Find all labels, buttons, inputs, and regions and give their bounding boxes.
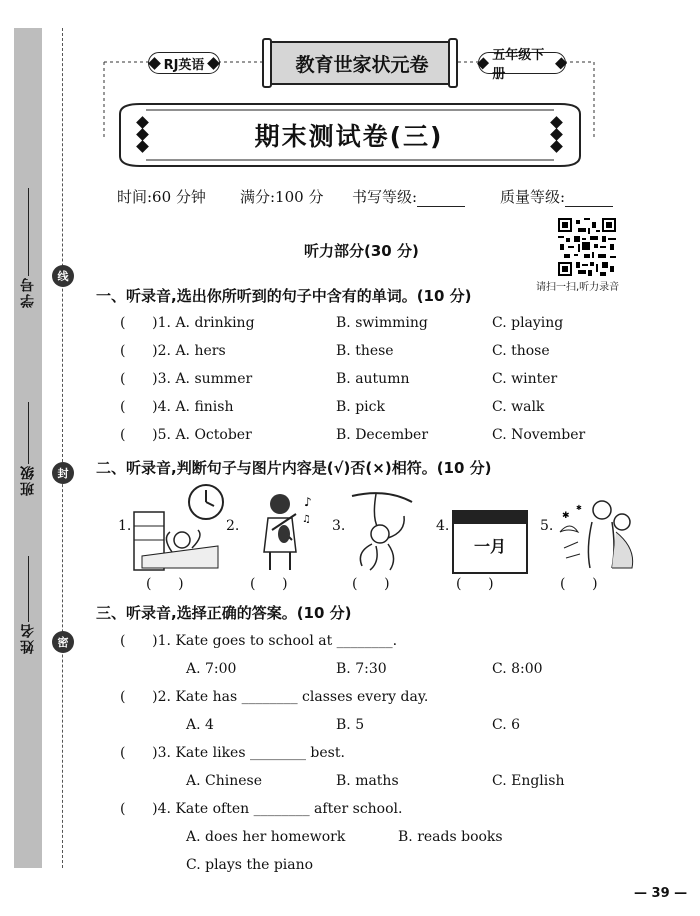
- option-c: C. English: [492, 773, 565, 789]
- picture-number: 2.: [226, 518, 240, 534]
- answer-blank[interactable]: (: [120, 633, 153, 649]
- svg-text:♪: ♪: [304, 495, 312, 509]
- name-rule: [28, 556, 29, 622]
- question-line: [120, 633, 397, 649]
- svg-text:♫: ♫: [302, 514, 311, 525]
- picture-number: 5.: [540, 518, 554, 534]
- girl-violin-picture: [240, 490, 320, 572]
- option-b: B. 7:30: [336, 661, 387, 677]
- boy-waking-clock-picture: [132, 482, 224, 572]
- option-b: B. reads books: [398, 829, 503, 845]
- answer-blank[interactable]: ( ): [146, 576, 184, 592]
- option-b: B. 5: [336, 717, 365, 733]
- exam-title: 期末测试卷(三): [254, 122, 444, 151]
- diamond-icon: [148, 57, 161, 70]
- subject-tag-label: RJ英语: [163, 57, 205, 73]
- seal-seal: 封: [52, 462, 74, 484]
- option-a: )2. A. hers: [152, 343, 226, 359]
- writing-grade-label: 书写等级:: [352, 188, 418, 206]
- seal-secret: 密: [52, 631, 74, 653]
- option-a: )1. A. drinking: [152, 315, 255, 331]
- answer-blank[interactable]: (: [120, 343, 153, 359]
- list-item: [120, 399, 234, 415]
- option-a: A. 7:00: [186, 661, 237, 677]
- full-score-info: 满分:100 分: [240, 188, 324, 206]
- answer-blank[interactable]: (: [120, 399, 153, 415]
- option-c: C. those: [492, 343, 550, 359]
- svg-text:✱: ✱: [576, 504, 582, 512]
- name-label: 姓名: [20, 622, 36, 654]
- list-item: [120, 343, 226, 359]
- question-line: [120, 689, 428, 705]
- class-field: [14, 402, 42, 496]
- brand-scroll-text: 教育世家状元卷: [270, 41, 454, 85]
- section3-title: 三、听录音,选择正确的答案。(10 分): [96, 604, 352, 622]
- brand-scroll: [262, 38, 458, 86]
- option-b: B. these: [336, 343, 394, 359]
- writing-grade-blank[interactable]: [417, 192, 465, 207]
- option-c: C. plays the piano: [186, 857, 314, 873]
- calendar-picture: [452, 510, 528, 574]
- svg-text:✱: ✱: [562, 511, 570, 521]
- quality-grade-label: 质量等级:: [500, 188, 566, 206]
- qr-caption: 请扫一扫,听力录音: [536, 282, 620, 293]
- class-rule: [28, 402, 29, 464]
- answer-blank[interactable]: (: [120, 801, 153, 817]
- answer-blank[interactable]: ( ): [456, 576, 494, 592]
- writing-grade: [352, 186, 465, 207]
- answer-blank[interactable]: ( ): [352, 576, 390, 592]
- grade-tag: [478, 48, 566, 82]
- subject-tag: [148, 52, 220, 74]
- list-item: [120, 371, 252, 387]
- option-c: C. walk: [492, 399, 545, 415]
- scroll-roll-right: [448, 38, 458, 88]
- diamond-icon: [208, 57, 221, 70]
- grade-tag-label: 五年级下册: [492, 48, 545, 82]
- question-text: )2. Kate has ________ classes every day.: [152, 689, 429, 705]
- option-c: C. 6: [492, 717, 521, 733]
- option-b: B. autumn: [336, 371, 410, 387]
- listening-heading: 听力部分(30 分): [304, 242, 419, 260]
- list-item: [120, 427, 252, 443]
- option-a: A. Chinese: [186, 773, 262, 789]
- student-id-label: 学号: [20, 276, 36, 308]
- answer-blank[interactable]: (: [120, 315, 153, 331]
- option-c: C. winter: [492, 371, 558, 387]
- page-number: — 39 —: [634, 886, 688, 901]
- option-c: C. November: [492, 427, 586, 443]
- qr-code-icon[interactable]: [558, 218, 616, 276]
- option-a: A. does her homework: [186, 829, 346, 845]
- option-c: C. 8:00: [492, 661, 543, 677]
- question-line: [120, 745, 345, 761]
- option-c: C. playing: [492, 315, 564, 331]
- option-b: B. swimming: [336, 315, 428, 331]
- family-walking-picture: [556, 498, 638, 570]
- answer-blank[interactable]: ( ): [560, 576, 598, 592]
- answer-blank[interactable]: (: [120, 689, 153, 705]
- option-b: B. maths: [336, 773, 399, 789]
- option-a: )3. A. summer: [152, 371, 253, 387]
- answer-blank[interactable]: (: [120, 427, 153, 443]
- picture-number: 4.: [436, 518, 450, 534]
- option-b: B. pick: [336, 399, 385, 415]
- answer-blank[interactable]: ( ): [250, 576, 288, 592]
- option-a: )4. A. finish: [152, 399, 234, 415]
- question-text: )4. Kate often ________ after school.: [152, 801, 403, 817]
- picture-number: 1.: [118, 518, 132, 534]
- option-a: A. 4: [186, 717, 214, 733]
- student-id-rule: [28, 188, 29, 276]
- option-b: B. December: [336, 427, 429, 443]
- monkey-swinging-picture: [346, 488, 416, 572]
- student-id-field: [14, 188, 42, 308]
- name-field: [14, 556, 42, 654]
- list-item: [120, 315, 255, 331]
- question-line: [120, 801, 402, 817]
- seal-line: 线: [52, 265, 74, 287]
- time-info: 时间:60 分钟: [117, 188, 206, 206]
- question-text: )3. Kate likes ________ best.: [152, 745, 345, 761]
- answer-blank[interactable]: (: [120, 371, 153, 387]
- section2-title: 二、听录音,判断句子与图片内容是(√)否(×)相符。(10 分): [96, 459, 492, 477]
- option-a: )5. A. October: [152, 427, 252, 443]
- exam-title-banner: [118, 104, 580, 166]
- calendar-header: [454, 512, 526, 524]
- class-label: 班级: [20, 464, 36, 496]
- diamond-icon: [555, 57, 567, 69]
- quality-grade-blank[interactable]: [565, 192, 613, 207]
- quality-grade: [500, 186, 613, 207]
- calendar-month: 一月: [473, 537, 506, 556]
- diamond-icon: [477, 57, 489, 69]
- answer-blank[interactable]: (: [120, 745, 153, 761]
- question-text: )1. Kate goes to school at ________.: [152, 633, 398, 649]
- section1-title: 一、听录音,选出你所听到的句子中含有的单词。(10 分): [96, 287, 472, 305]
- picture-number: 3.: [332, 518, 346, 534]
